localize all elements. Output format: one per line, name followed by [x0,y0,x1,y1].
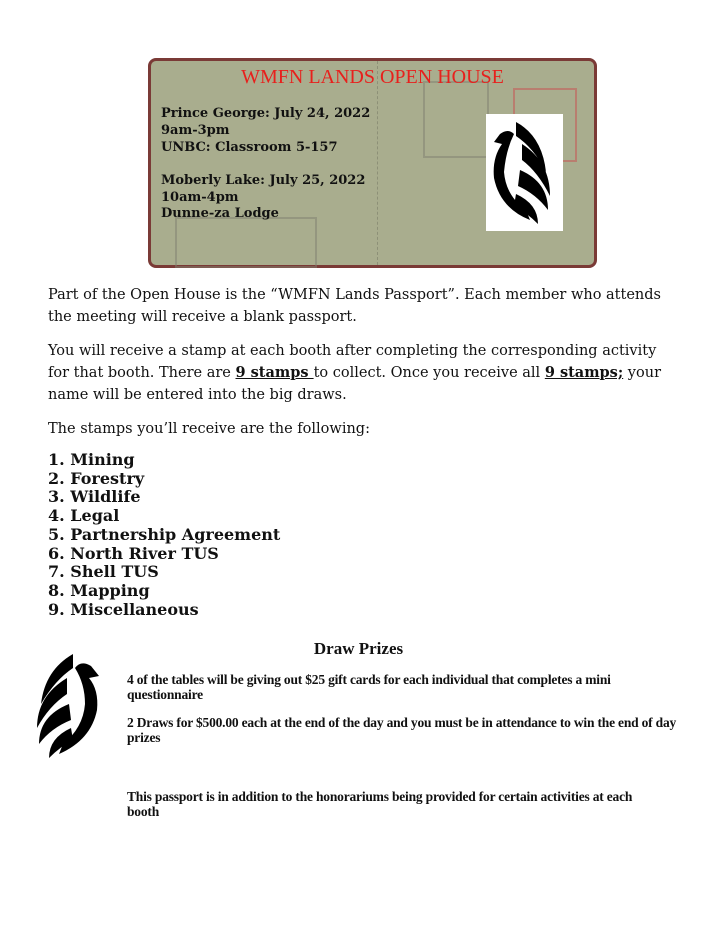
emphasis: 9 stamps [235,364,314,381]
prize-paragraph-3: This passport is in addition to the honorariums being provided for certain activities at each booth [127,789,633,819]
swan-icon [25,648,107,760]
list-item: 9. Miscellaneous [48,599,199,619]
intro-paragraph-1: Part of the Open House is the “WMFN Lands Passport”. Each member who attends the meeting will receive a blank passport. [48,287,661,325]
event1-venue: UNBC: Classroom 5-157 [161,140,338,155]
intro-paragraph-3: The stamps you’ll receive are the following: [48,421,370,437]
list-item: 7. Shell TUS [48,562,159,582]
list-item: 3. Wildlife [48,487,141,507]
text: your name will be entered into the big draws. [48,365,662,403]
list-item: 5. Partnership Agreement [48,524,281,544]
emphasis: 9 stamps; [544,364,624,381]
list-item: 8. Mapping [48,580,150,600]
event2-date: Moberly Lake: July 25, 2022 [161,173,366,188]
passport-image [148,58,597,268]
list-item: 1. Mining [48,450,135,469]
swan-logo [486,114,563,231]
event1-date: Prince George: July 24, 2022 [161,106,371,121]
visa-stamp [423,81,489,158]
passport-fold [377,61,378,265]
stamp-list [48,451,280,619]
list-item: 4. Legal [48,506,120,526]
list-item: 6. North River TUS [48,543,219,563]
swan-logo-small [25,648,107,760]
list-item: 2. Forestry [48,468,145,488]
prize-paragraph-1: 4 of the tables will be giving out $25 gift cards for each individual that completes a mini questionnaire [127,672,611,702]
draw-prizes-heading: Draw Prizes [313,639,404,658]
event2-venue: Dunne-za Lodge [161,206,279,221]
intro-paragraph-2 [48,340,668,406]
text: You will receive a stamp at each booth after completing the corresponding activity for that booth. There are [48,343,657,381]
event1-time: 9am-3pm [161,123,230,138]
passport-title: WMFN LANDS OPEN HOUSE [241,66,504,88]
event2-time: 10am-4pm [161,190,239,205]
prize-paragraph-2: 2 Draws for $500.00 each at the end of the day and you must be in attendance to win the end of day prizes [127,715,677,745]
swan-icon [486,114,563,231]
entry-stamp [175,217,317,268]
text: to collect. Once you receive all [313,365,545,381]
